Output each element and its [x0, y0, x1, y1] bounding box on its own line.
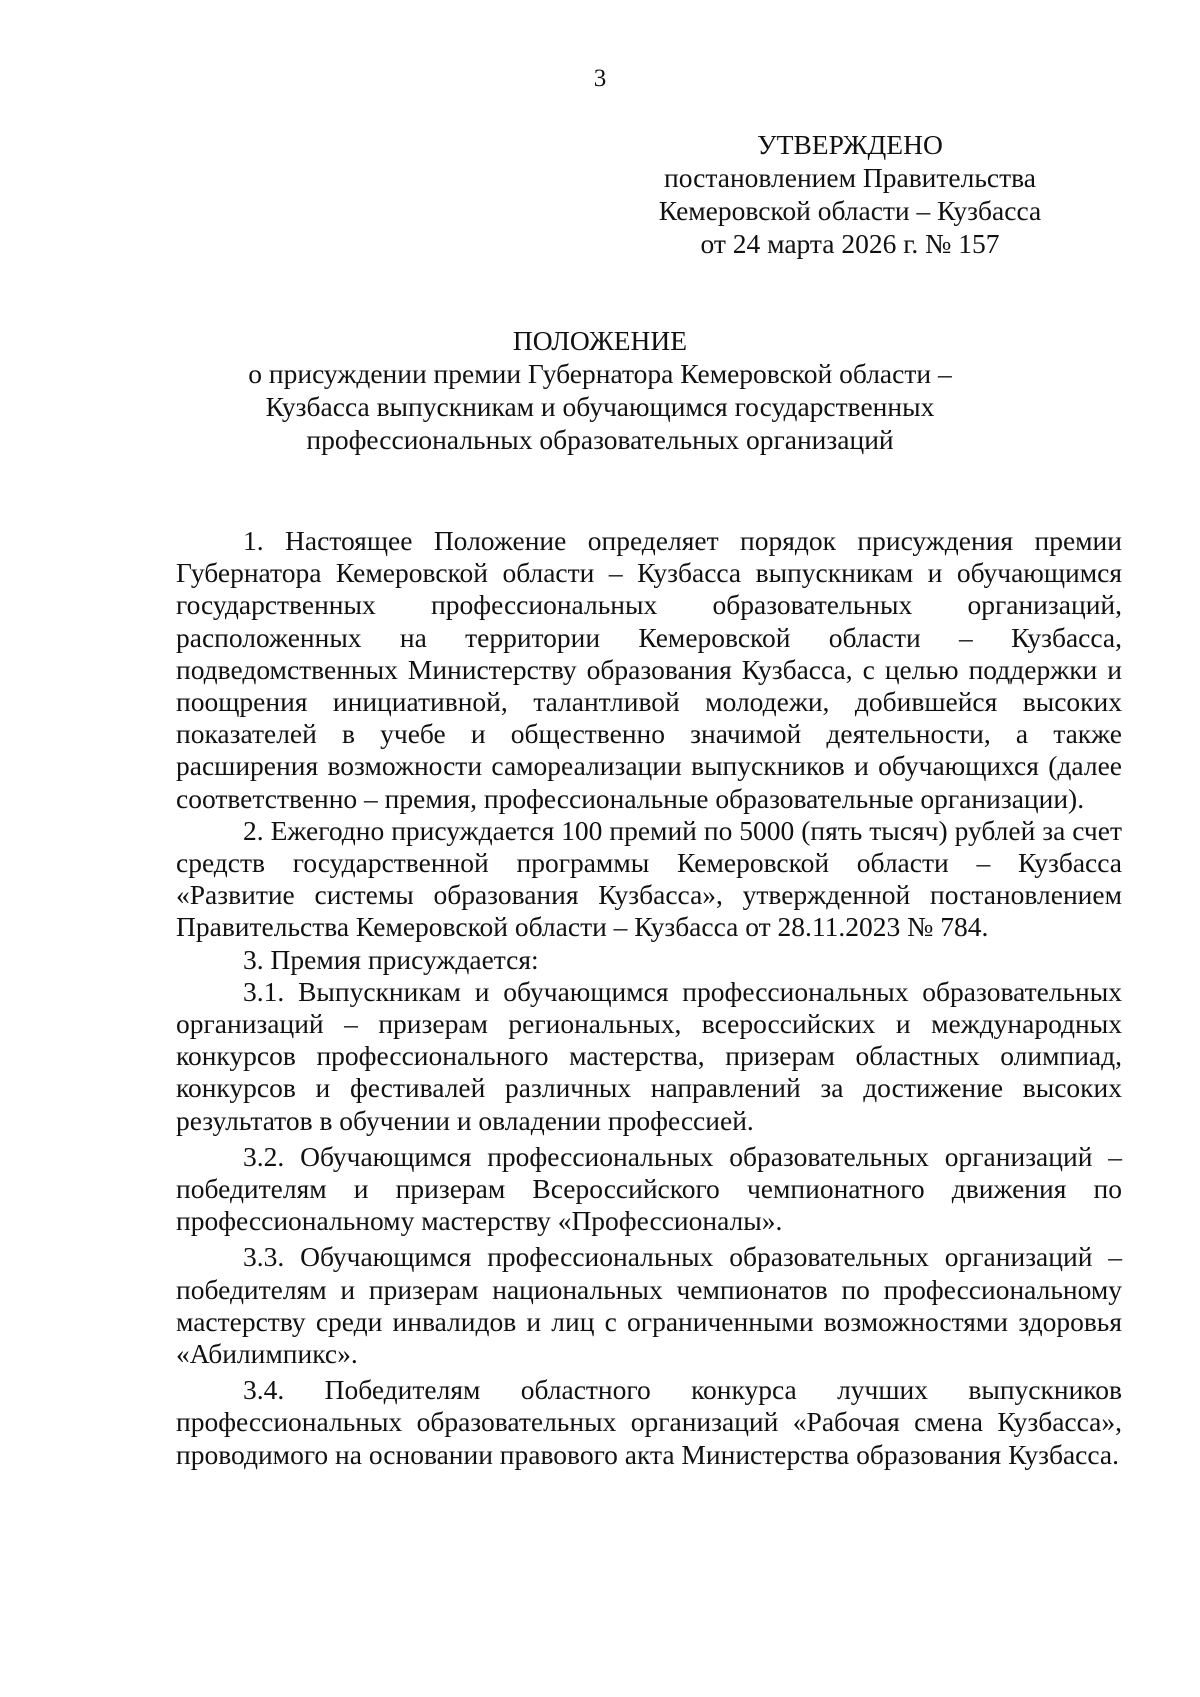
paragraph-3-2: 3.2. Обучающимся профессиональных образовательных организаций – победителям и призерам Всероссийского чемпионатного движения по профессиональному мастерству «Профессионалы».	[176, 1140, 1122, 1237]
document-body	[176, 525, 1122, 1471]
document-subtitle-line-2: Кузбасса выпускникам и обучающимся государственных	[265, 391, 935, 422]
document-title: ПОЛОЖЕНИЕ	[512, 325, 688, 356]
approval-stamp-block	[640, 128, 1060, 260]
paragraph-3-4: 3.4. Победителям областного конкурса лучших выпускников профессиональных образовательных организаций «Рабочая смена Кузбасса», проводимого на основании правового акта Министерства образования Кузбасса.	[176, 1374, 1122, 1470]
approval-line-resolution: постановлением Правительства	[664, 162, 1036, 193]
page-number: 3	[593, 65, 607, 92]
paragraph-3-1: 3.1. Выпускникам и обучающимся профессиональных образовательных организаций – призерам региональных, всероссийских и международных конкурсов профессионального мастерства, призерам областных олимпиад, конкурсов и фестивалей различных направлений за достижение высоких результатов в обучении и овладении профессией.	[176, 975, 1122, 1136]
document-subtitle-line-1: о присуждении премии Губернатора Кемеровской области –	[248, 358, 952, 389]
approval-line-region: Кемеровской области – Кузбасса	[658, 195, 1042, 226]
paragraph-3-3: 3.3. Обучающимся профессиональных образовательных организаций – победителям и призерам национальных чемпионатов по профессиональному мастерству среди инвалидов и лиц с ограниченными возможностями здоровья «Абилимпикс».	[176, 1241, 1122, 1370]
approval-line-date-number: от 24 марта 2026 г. № 157	[700, 228, 1000, 259]
approval-heading: УТВЕРЖДЕНО	[757, 129, 943, 160]
document-title-block	[160, 324, 1040, 456]
document-subtitle-line-3: профессиональных образовательных организаций	[306, 424, 894, 455]
paragraph-3: 3. Премия присуждается:	[243, 943, 539, 975]
paragraph-1: 1. Настоящее Положение определяет порядок присуждения премии Губернатора Кемеровской области – Кузбасса выпускникам и обучающимся государственных профессиональных образовательных организаций, расположенных на территории Кемеровской области – Кузбасса, подведомственных Министерству образования Кузбасса, с целью поддержки и поощрения инициативной, талантливой молодежи, добившейся высоких показателей в учебе и общественно значимой деятельности, а также расширения возможности самореализации выпускников и обучающихся (далее соответственно – премия, профессиональные образовательные организации).	[176, 525, 1122, 814]
paragraph-2: 2. Ежегодно присуждается 100 премий по 5000 (пять тысяч) рублей за счет средств государственной программы Кемеровской области – Кузбасса «Развитие системы образования Кузбасса», утвержденной постановлением Правительства Кемеровской области – Кузбасса от 28.11.2023 № 784.	[176, 814, 1122, 943]
